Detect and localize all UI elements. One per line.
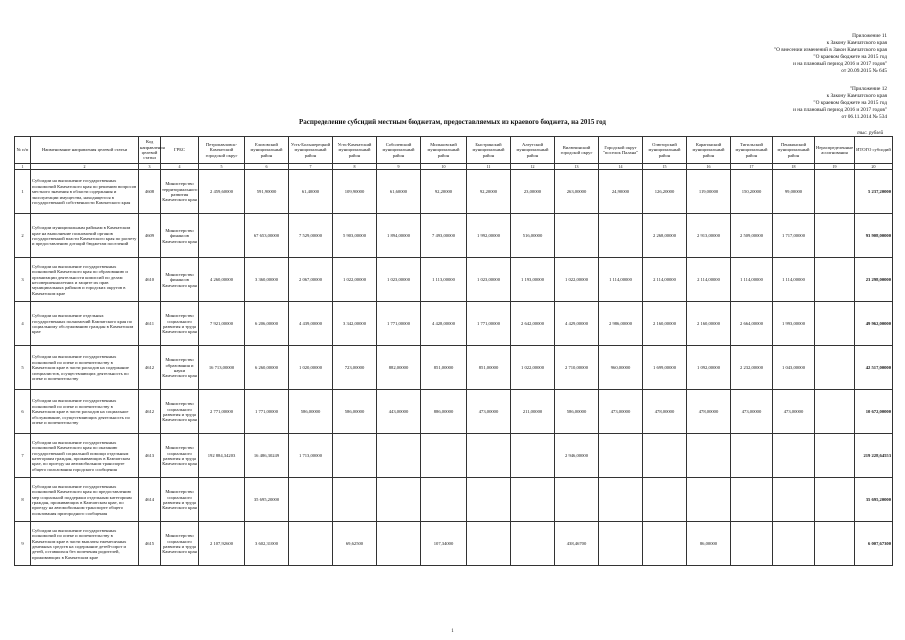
row-value: 16 713,00000 <box>199 346 245 390</box>
row-value: 4 260,00000 <box>199 258 245 302</box>
table-row <box>15 214 893 258</box>
row-value: 2 232,00000 <box>731 346 773 390</box>
row-value <box>599 478 643 522</box>
row-code: 4615 <box>139 522 161 566</box>
column-header: Вилючинский городской округ <box>555 137 599 164</box>
row-value: 35 695,20000 <box>245 478 289 522</box>
column-number: 3 <box>139 164 161 170</box>
row-value: 473,00000 <box>773 390 815 434</box>
row-value <box>333 434 377 478</box>
row-value: 92,20000 <box>421 170 467 214</box>
row-value <box>815 214 855 258</box>
row-total: 5 237,20000 <box>855 170 893 214</box>
column-number: 20 <box>855 164 893 170</box>
row-value: 1 992,00000 <box>467 214 511 258</box>
row-value: 126,20000 <box>643 170 687 214</box>
column-number: 14 <box>599 164 643 170</box>
row-value: 3 342,00000 <box>333 302 377 346</box>
row-number: 6 <box>15 390 31 434</box>
row-value <box>815 434 855 478</box>
row-code: 4611 <box>139 302 161 346</box>
row-value: 1 113,00000 <box>421 258 467 302</box>
row-value: 2 509,00000 <box>731 214 773 258</box>
attachment-line: "О внесении изменений в Закон Камчатского края <box>774 47 887 53</box>
row-value <box>815 170 855 214</box>
column-number: 11 <box>467 164 511 170</box>
row-value: 1 713,00000 <box>289 434 333 478</box>
row-value: 1 699,00000 <box>643 346 687 390</box>
column-number: 2 <box>31 164 139 170</box>
row-value <box>773 478 815 522</box>
row-value: 1 771,00000 <box>377 302 421 346</box>
row-value: 1 020,00000 <box>289 346 333 390</box>
row-code: 4609 <box>139 214 161 258</box>
row-value <box>815 346 855 390</box>
document-title: Распределение субсидий местным бюджетам, предоставляемых из краевого бюджета, на 2015 год <box>299 118 606 126</box>
row-value: 4 439,00000 <box>289 302 333 346</box>
row-value: 4 428,00000 <box>421 302 467 346</box>
column-header: Усть-Большерецкий муниципальный район <box>289 137 333 164</box>
row-value: 1 023,00000 <box>377 258 421 302</box>
row-value <box>199 214 245 258</box>
row-value: 2 107,92600 <box>199 522 245 566</box>
row-value: 2 946,00000 <box>555 434 599 478</box>
row-value: 61,40000 <box>289 170 333 214</box>
row-value: 6 206,00000 <box>245 302 289 346</box>
row-value <box>815 390 855 434</box>
column-number: 18 <box>773 164 815 170</box>
column-number: 6 <box>245 164 289 170</box>
header-row <box>15 137 893 164</box>
row-value: 1 043,00000 <box>773 346 815 390</box>
row-value <box>599 214 643 258</box>
column-header: Петропавловск-Камчатский городской округ <box>199 137 245 164</box>
row-value: 851,00000 <box>467 346 511 390</box>
column-header: № п/п <box>15 137 31 164</box>
column-header: Код направления целевой статьи <box>139 137 161 164</box>
row-value: 192 884,34203 <box>199 434 245 478</box>
row-total: 49 962,00000 <box>855 302 893 346</box>
row-value <box>289 522 333 566</box>
row-total: 219 228,64553 <box>855 434 893 478</box>
row-value: 3 360,00000 <box>245 258 289 302</box>
row-value <box>815 522 855 566</box>
table-row <box>15 170 893 214</box>
row-total: 10 672,00000 <box>855 390 893 434</box>
row-name: Субсидии на выполнение государственных полномочий Камчатского края по решению вопросов местного значения в области содержания и эксплуатации имущества, находящегося в государственной собственности Камчатского края <box>31 170 139 214</box>
row-value: 16 486,30249 <box>245 434 289 478</box>
row-value: 211,00000 <box>511 390 555 434</box>
column-number: 4 <box>161 164 199 170</box>
row-value <box>815 258 855 302</box>
row-value: 438,46700 <box>555 522 599 566</box>
column-number: 9 <box>377 164 421 170</box>
row-value <box>643 522 687 566</box>
attachment-line: от 20.09.2015 № 645 <box>841 68 887 74</box>
row-value: 1 717,00000 <box>773 214 815 258</box>
row-value: 263,00000 <box>555 170 599 214</box>
row-value: 61,60000 <box>377 170 421 214</box>
row-value: 2 642,00000 <box>511 302 555 346</box>
row-value <box>555 214 599 258</box>
row-grbs: Министерство социального развития и труда Камчатского края <box>161 302 199 346</box>
column-header: Быстринский муниципальный район <box>467 137 511 164</box>
column-header: Олюторский муниципальный район <box>643 137 687 164</box>
row-value: 2 160,00000 <box>687 302 731 346</box>
column-number: 1 <box>15 164 31 170</box>
row-grbs: Министерство финансов Камчатского края <box>161 214 199 258</box>
column-number: 17 <box>731 164 773 170</box>
row-value: 1 114,00000 <box>599 258 643 302</box>
column-number: 15 <box>643 164 687 170</box>
row-value <box>467 434 511 478</box>
row-value <box>643 434 687 478</box>
row-value: 1 023,00000 <box>467 258 511 302</box>
attachment-line: "О краевом бюджете на 2015 год <box>813 54 887 60</box>
table-row <box>15 390 893 434</box>
column-header: Соболевский муниципальный район <box>377 137 421 164</box>
table-row <box>15 434 893 478</box>
row-value <box>643 478 687 522</box>
row-value <box>731 434 773 478</box>
row-value: 1 993,00000 <box>773 302 815 346</box>
row-value: 723,00000 <box>333 346 377 390</box>
row-value <box>815 478 855 522</box>
column-header: Пенжинский муниципальный район <box>773 137 815 164</box>
row-value: 2 268,00000 <box>643 214 687 258</box>
row-value <box>467 522 511 566</box>
row-value: 92,20000 <box>467 170 511 214</box>
row-grbs: Министерство социального развития и труда Камчатского края <box>161 522 199 566</box>
row-name: Субсидии муниципальным районам в Камчатском крае на выполнение полномочий органов государственной власти Камчатского края по расчету и предоставлению дотаций бюджетам поселений <box>31 214 139 258</box>
row-value: 851,00000 <box>421 346 467 390</box>
table-row <box>15 346 893 390</box>
row-value: 2 710,00000 <box>555 346 599 390</box>
row-name: Субсидии на выполнение государственных полномочий Камчатского края по образованию и организации деятельности комиссий по делам несовершеннолетних и защите их прав муниципальных районов и городских округов в Камчатском крае <box>31 258 139 302</box>
row-name: Субсидии на выполнение государственных полномочий по опеке и попечительству в Камчатском крае в части выплаты ежемесячных денежных средств на содержание детей-сирот и детей, оставшихся без попечения родителей, проживающих в Камчатском крае <box>31 522 139 566</box>
row-value: 882,00000 <box>377 346 421 390</box>
column-number: 12 <box>511 164 555 170</box>
row-value: 478,00000 <box>687 390 731 434</box>
row-value: 1 114,00000 <box>773 258 815 302</box>
attachment-line: к Закону Камчатского края <box>826 93 887 99</box>
row-value <box>731 522 773 566</box>
row-value <box>511 478 555 522</box>
row-total: 35 695,20000 <box>855 478 893 522</box>
row-grbs: Министерство социального развития и труда Камчатского края <box>161 434 199 478</box>
row-number: 4 <box>15 302 31 346</box>
row-value <box>377 434 421 478</box>
table-row <box>15 302 893 346</box>
column-number: 8 <box>333 164 377 170</box>
row-number: 1 <box>15 170 31 214</box>
row-value: 960,00000 <box>599 346 643 390</box>
units-label: тыс. рублей <box>857 131 883 136</box>
row-value: 1 771,00000 <box>467 302 511 346</box>
row-value: 586,00000 <box>289 390 333 434</box>
row-value: 2 114,00000 <box>643 258 687 302</box>
row-value <box>599 434 643 478</box>
column-header: Нераспределенные ассигнования <box>815 137 855 164</box>
row-value: 586,00000 <box>555 390 599 434</box>
row-value: 2 664,00000 <box>731 302 773 346</box>
column-header: Карагинский муниципальный район <box>687 137 731 164</box>
row-value: 473,00000 <box>599 390 643 434</box>
row-value: 7 493,00000 <box>421 214 467 258</box>
row-number: 2 <box>15 214 31 258</box>
row-value: 2 459,60000 <box>199 170 245 214</box>
row-value <box>467 478 511 522</box>
row-value <box>687 434 731 478</box>
row-value: 478,00000 <box>643 390 687 434</box>
row-number: 8 <box>15 478 31 522</box>
row-value: 109,90000 <box>333 170 377 214</box>
row-value: 591,90000 <box>245 170 289 214</box>
row-value: 473,00000 <box>467 390 511 434</box>
row-grbs: Министерство финансов Камчатского края <box>161 258 199 302</box>
row-code: 4612 <box>139 346 161 390</box>
row-value: 4 429,00000 <box>555 302 599 346</box>
column-header: Алеутский муниципальный район <box>511 137 555 164</box>
row-value <box>199 478 245 522</box>
row-value <box>333 478 377 522</box>
row-value: 3 602,31000 <box>245 522 289 566</box>
column-header: Наименование направления целевой статьи <box>31 137 139 164</box>
column-number: 19 <box>815 164 855 170</box>
row-value: 1 092,00000 <box>687 346 731 390</box>
row-value <box>289 478 333 522</box>
row-value: 6 260,00000 <box>245 346 289 390</box>
row-value <box>511 434 555 478</box>
row-value: 443,00000 <box>377 390 421 434</box>
attachment-line: "Приложение 12 <box>849 86 887 92</box>
column-header: ИТОГО субсидий <box>855 137 893 164</box>
table-row <box>15 478 893 522</box>
row-value: 2 114,00000 <box>687 258 731 302</box>
column-header: Мильковский муниципальный район <box>421 137 467 164</box>
row-number: 7 <box>15 434 31 478</box>
row-value: 473,00000 <box>731 390 773 434</box>
column-header: Усть-Камчатский муниципальный район <box>333 137 377 164</box>
attachment-line: к Закону Камчатского края <box>826 40 887 46</box>
row-total: 23 298,00000 <box>855 258 893 302</box>
row-value: 886,00000 <box>421 390 467 434</box>
row-value <box>773 434 815 478</box>
row-value: 99,00000 <box>773 170 815 214</box>
row-value <box>421 434 467 478</box>
row-value: 1 771,00000 <box>245 390 289 434</box>
row-value: 7 921,00000 <box>199 302 245 346</box>
page-number: 1 <box>451 629 454 634</box>
attachment-line: Приложение 11 <box>852 33 887 39</box>
row-name: Субсидии на выполнение отдельных государственных полномочий Камчатского края по социальному обслуживанию граждан в Камчатском крае <box>31 302 139 346</box>
row-value: 2 913,00000 <box>687 214 731 258</box>
row-code: 4612 <box>139 390 161 434</box>
column-number: 16 <box>687 164 731 170</box>
row-value: 2 771,00000 <box>199 390 245 434</box>
row-value: 23,00000 <box>511 170 555 214</box>
attachment-12 <box>793 86 887 121</box>
row-value: 1 114,00000 <box>731 258 773 302</box>
table-body <box>15 170 893 566</box>
row-value: 1 022,00000 <box>555 258 599 302</box>
row-value: 119,00000 <box>687 170 731 214</box>
row-value <box>511 522 555 566</box>
row-value: 150,20000 <box>731 170 773 214</box>
row-code: 4608 <box>139 170 161 214</box>
row-value: 1 193,00000 <box>511 258 555 302</box>
column-number: 7 <box>289 164 333 170</box>
row-grbs: Министерство территориального развития Камчатского края <box>161 170 199 214</box>
row-value <box>555 478 599 522</box>
table-row <box>15 258 893 302</box>
row-value: 86,00000 <box>687 522 731 566</box>
row-value: 1 894,00000 <box>377 214 421 258</box>
attachment-line: и на плановый период 2016 и 2017 годов" <box>793 61 887 67</box>
row-value <box>731 478 773 522</box>
row-grbs: Министерство образования и науки Камчатского края <box>161 346 199 390</box>
row-name: Субсидии на выполнение государственных полномочий Камчатского края по предоставлению мер социальной поддержки отдельным категориям граждан, проживающих в Камчатском крае, по проезду на автомобильном транспорте общего пользования пригородного сообщения <box>31 478 139 522</box>
attachment-line: и на плановый период 2016 и 2017 годов" <box>793 107 887 113</box>
row-value: 67 653,00000 <box>245 214 289 258</box>
row-value: 107,34000 <box>421 522 467 566</box>
row-number: 3 <box>15 258 31 302</box>
row-value: 2 067,00000 <box>289 258 333 302</box>
row-name: Субсидии на выполнение государственных полномочий по опеке и попечительству в Камчатском крае в части расходов на содержание специалистов, осуществляющих деятельность по опеке и попечительству <box>31 346 139 390</box>
row-value: 5 903,00000 <box>333 214 377 258</box>
row-value <box>687 478 731 522</box>
row-value <box>815 302 855 346</box>
column-number: 10 <box>421 164 467 170</box>
attachment-11 <box>774 33 887 75</box>
row-total: 6 007,67300 <box>855 522 893 566</box>
row-value <box>377 522 421 566</box>
row-value <box>421 478 467 522</box>
row-name: Субсидии на выполнение государственных полномочий по опеке и попечительству в Камчатском крае в части расходов на социальное обслуживание, осуществляющих деятельность по опеке и попечительству <box>31 390 139 434</box>
row-value: 516,00000 <box>511 214 555 258</box>
row-number: 5 <box>15 346 31 390</box>
row-grbs: Министерство социального развития и труда Камчатского края <box>161 478 199 522</box>
column-header: Елизовский муниципальный район <box>245 137 289 164</box>
attachment-line: от 06.11.2014 № 534 <box>841 114 887 120</box>
row-total: 93 908,00000 <box>855 214 893 258</box>
row-value: 2 160,00000 <box>643 302 687 346</box>
table-row <box>15 522 893 566</box>
column-header: Городской округ "поселок Палана" <box>599 137 643 164</box>
attachment-line: "О краевом бюджете на 2015 год <box>813 100 887 106</box>
row-value: 2 986,00000 <box>599 302 643 346</box>
row-value: 1 022,00000 <box>511 346 555 390</box>
column-number: 5 <box>199 164 245 170</box>
row-value: 586,00000 <box>333 390 377 434</box>
row-code: 4613 <box>139 434 161 478</box>
column-header: ГРБС <box>161 137 199 164</box>
row-value <box>377 478 421 522</box>
row-value <box>773 522 815 566</box>
row-code: 4610 <box>139 258 161 302</box>
row-grbs: Министерство социального развития и труда Камчатского края <box>161 390 199 434</box>
row-value <box>599 522 643 566</box>
column-header: Тигильский муниципальный район <box>731 137 773 164</box>
row-code: 4614 <box>139 478 161 522</box>
row-number: 9 <box>15 522 31 566</box>
row-name: Субсидии на выполнение государственных полномочий Камчатского края по оказанию государственной социальной помощи отдельным категориям граждан, проживающих в Камчатском крае, по проезду на автомобильном транспорте общего пользования городского сообщения <box>31 434 139 478</box>
row-value: 1 022,00000 <box>333 258 377 302</box>
column-number: 13 <box>555 164 599 170</box>
row-value: 69,62500 <box>333 522 377 566</box>
subsidy-table <box>14 136 893 566</box>
row-value: 7 529,00000 <box>289 214 333 258</box>
row-value: 24,90000 <box>599 170 643 214</box>
row-total: 42 517,00000 <box>855 346 893 390</box>
